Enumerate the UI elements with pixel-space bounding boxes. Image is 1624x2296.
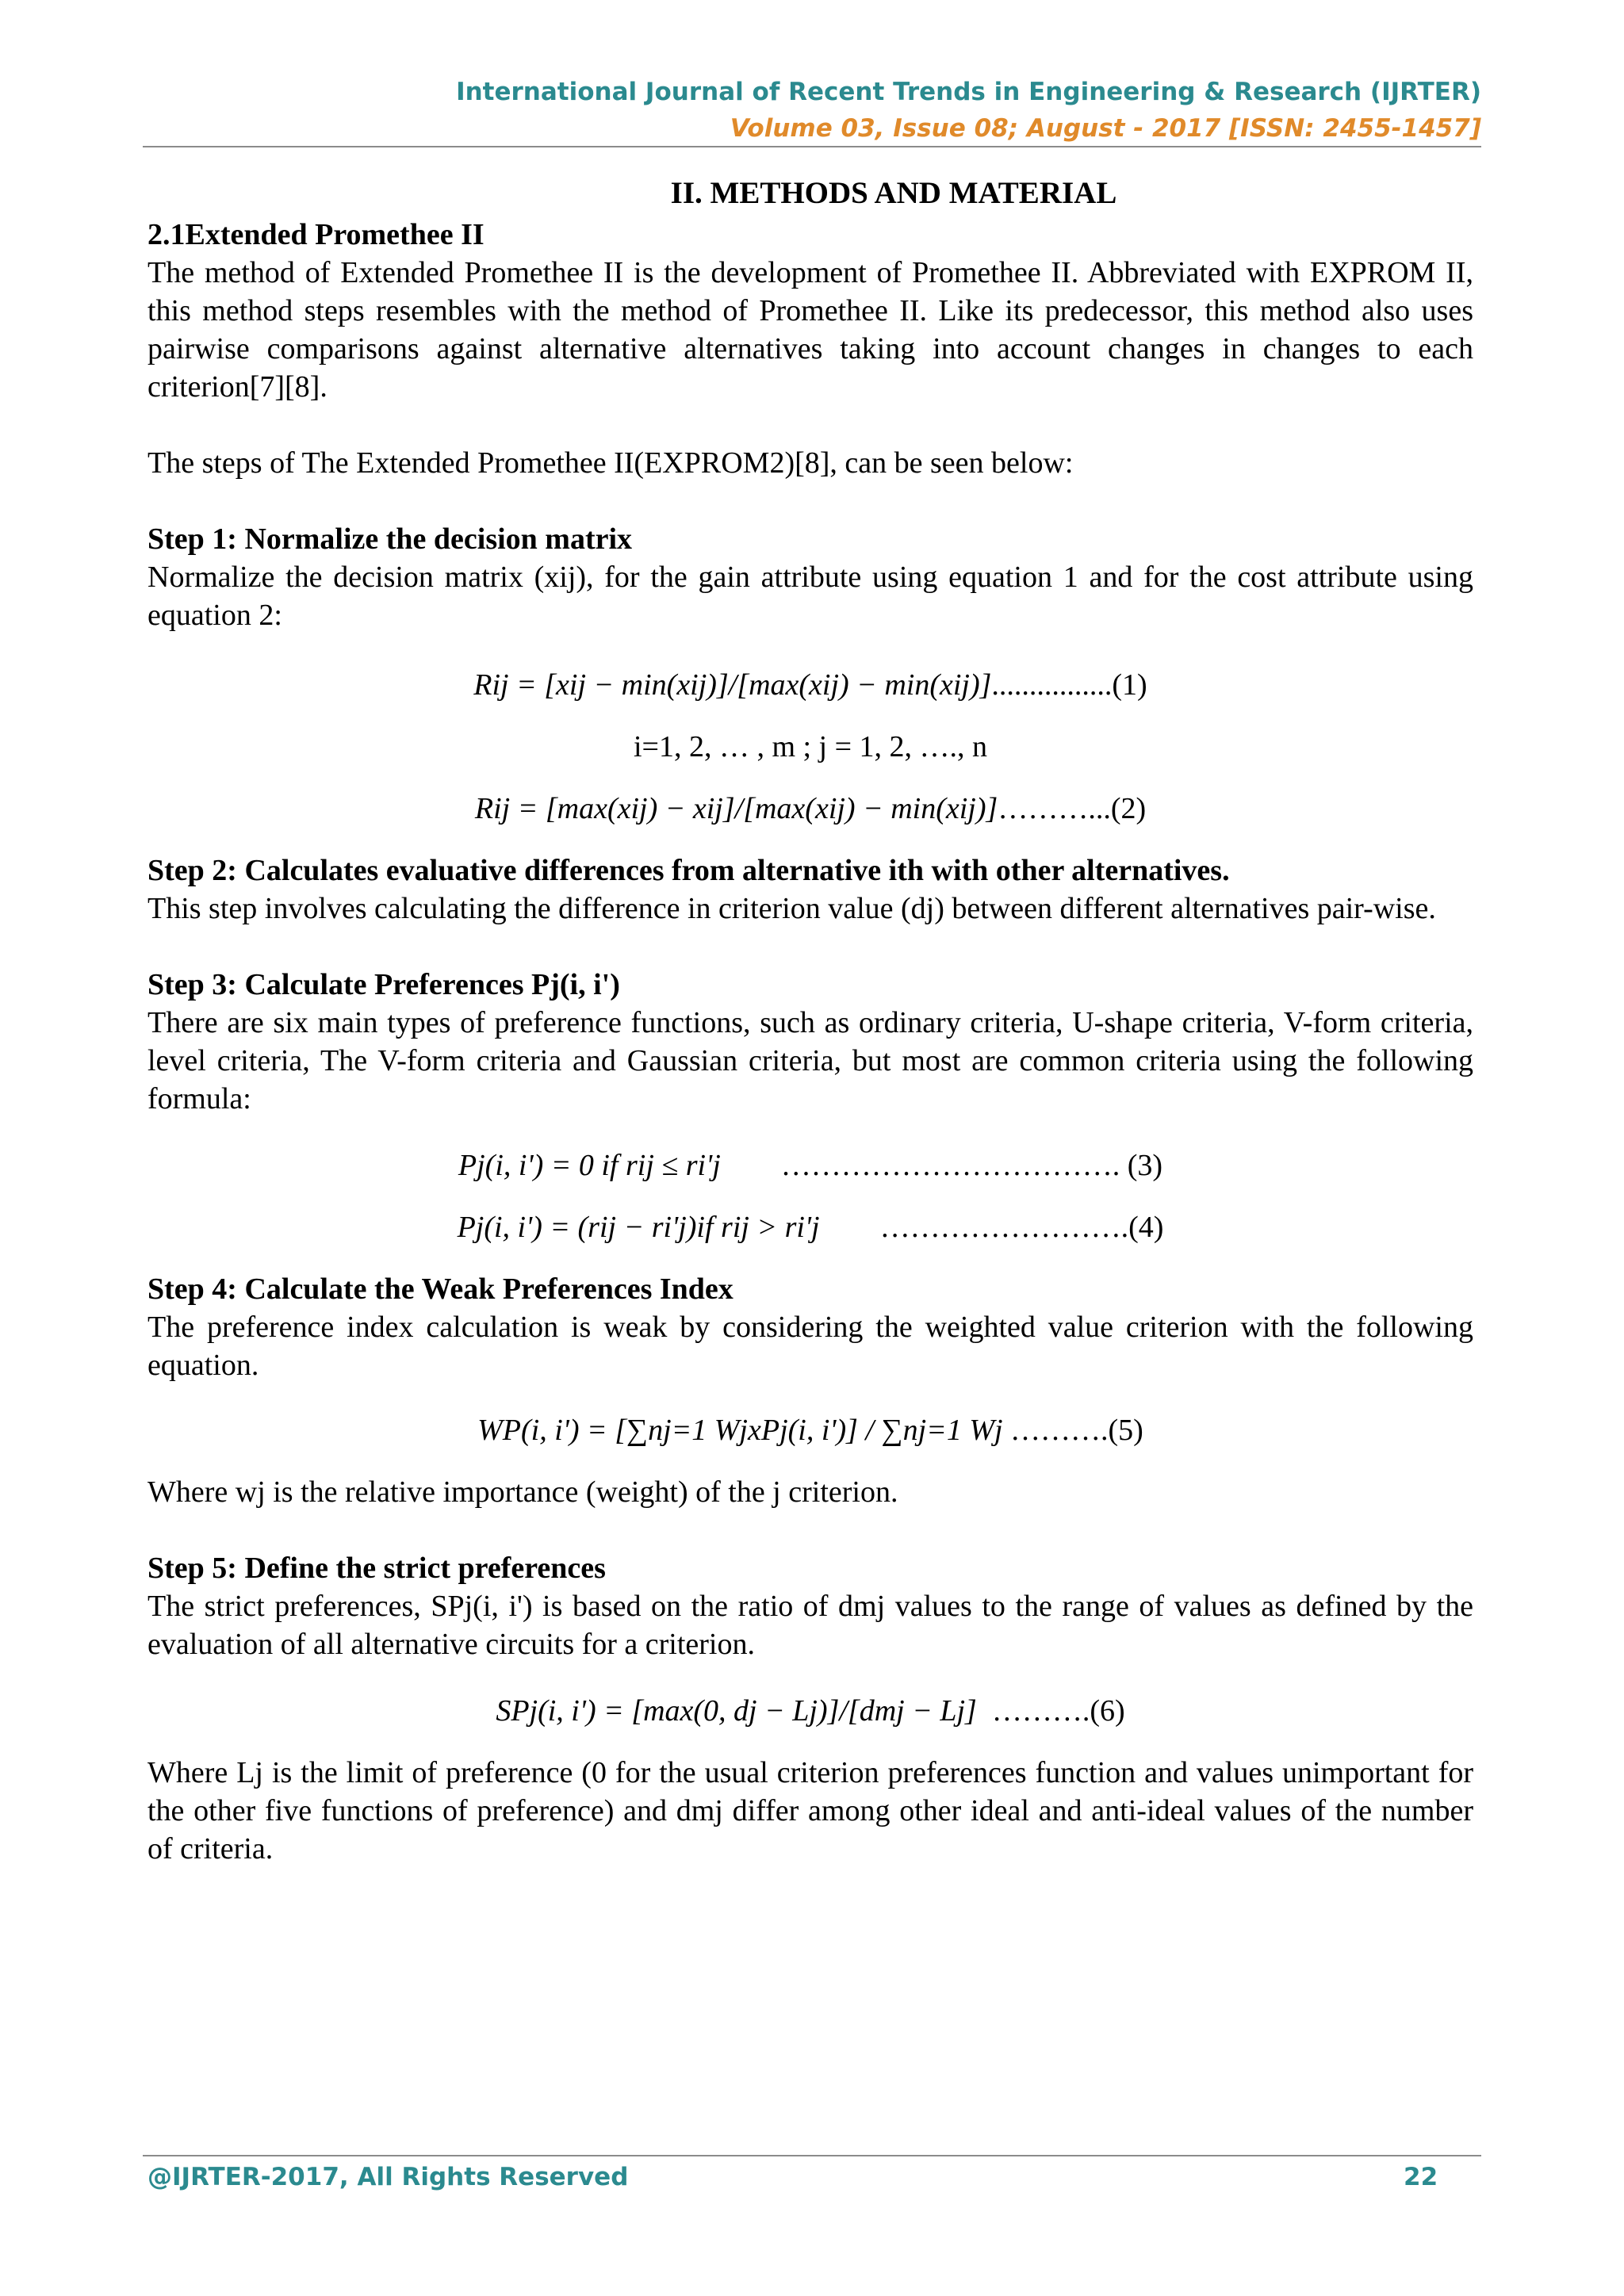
step1-text: Normalize the decision matrix (xij), for the gain attribute using equation 1 and for the cost attribute using equation 2: (147, 561, 1473, 632)
equation-4 (147, 1208, 1473, 1246)
equation-3-number: ……………………………. (3) (780, 1149, 1163, 1182)
journal-title: International Journal of Recent Trends in Engineering & Research (IJRTER) (456, 78, 1481, 106)
step3-text: There are six main types of preference functions, such as ordinary criteria, U-shape criteria, V-form criteria, level criteria, The V-form criteria and Gaussian criteria, but most are common criteria using the following formula: (147, 1006, 1473, 1115)
page-number: 22 (1404, 2163, 1438, 2191)
equation-5-number: ……….(5) (1010, 1414, 1143, 1447)
step5-text: The strict preferences, SPj(i, i') is based on the ratio of dmj values to the range of values as defined by the evaluation of all alternative circuits for a criterion. (147, 1590, 1473, 1661)
footer-copyright: @IJRTER-2017, All Rights Reserved (147, 2163, 629, 2191)
equation-3 (147, 1146, 1473, 1184)
equation-4-number: …………………….(4) (879, 1211, 1164, 1244)
step4-where: Where wj is the relative importance (weight) of the j criterion. (147, 1475, 898, 1509)
equation-1-body: Rij = [xij − min(xij)]/[max(xij) − min(xij)] (473, 668, 992, 702)
equation-6-number: ……….(6) (991, 1694, 1125, 1728)
equation-6-body: SPj(i, i') = [max(0, dj − Lj)]/[dmj − Lj] (496, 1694, 977, 1728)
equation-2-body: Rij = [max(xij) − xij]/[max(xij) − min(xij)] (474, 792, 998, 825)
equation-6 (147, 1692, 1473, 1730)
step1-title: Step 1: Normalize the decision matrix (147, 522, 633, 556)
steps-intro: The steps of The Extended Promethee II(EXPROM2)[8], can be seen below: (147, 446, 1074, 480)
subsection-title: 2.1Extended Promethee II (147, 218, 485, 251)
step4-text: The preference index calculation is weak by considering the weighted value criterion with the following equation. (147, 1311, 1473, 1382)
equation-1-number: ................(1) (991, 668, 1147, 702)
footer-rule (143, 2155, 1481, 2156)
step4-title: Step 4: Calculate the Weak Preferences Index (147, 1272, 733, 1306)
equation-4-body: Pj(i, i') = (rij − ri'j)if rij > ri'j (457, 1211, 820, 1244)
equation-5 (147, 1411, 1473, 1449)
header-rule (143, 146, 1481, 147)
intro-paragraph: The method of Extended Promethee II is the development of Promethee II. Abbreviated with EXPROM II, this method steps resembles with the method of Promethee II. Like its predecessor, this method also uses pairwise comparisons against alternative alternatives taking into account changes in changes to each criterion[7][8]. (147, 256, 1473, 404)
section-title: II. METHODS AND MATERIAL (670, 176, 1117, 210)
step5-title: Step 5: Define the strict preferences (147, 1552, 606, 1585)
step2-text: This step involves calculating the difference in criterion value (dj) between different alternatives pair-wise. (147, 892, 1436, 925)
equation-1 (147, 666, 1473, 704)
equation-5-body: WP(i, i') = [∑nj=1 WjxPj(i, i')] / ∑nj=1 Wj (477, 1414, 1003, 1447)
equation-indices: i=1, 2, … , m ; j = 1, 2, …., n (633, 730, 988, 763)
equation-2-number: ………...(2) (998, 792, 1147, 825)
page-content (147, 174, 1473, 1868)
journal-volume: Volume 03, Issue 08; August - 2017 [ISSN: 2455-1457] (730, 114, 1481, 143)
step3-title: Step 3: Calculate Preferences Pj(i, i') (147, 968, 620, 1001)
equation-2 (147, 790, 1473, 828)
step5-where: Where Lj is the limit of preference (0 for the usual criterion preferences function and values unimportant for the other five functions of preference) and dmj differ among other ideal and anti-ideal values of the number of criteria. (147, 1756, 1473, 1866)
equation-3-body: Pj(i, i') = 0 if rij ≤ ri'j (458, 1149, 721, 1182)
step2-title: Step 2: Calculates evaluative differences from alternative ith with other alternatives. (147, 854, 1230, 887)
